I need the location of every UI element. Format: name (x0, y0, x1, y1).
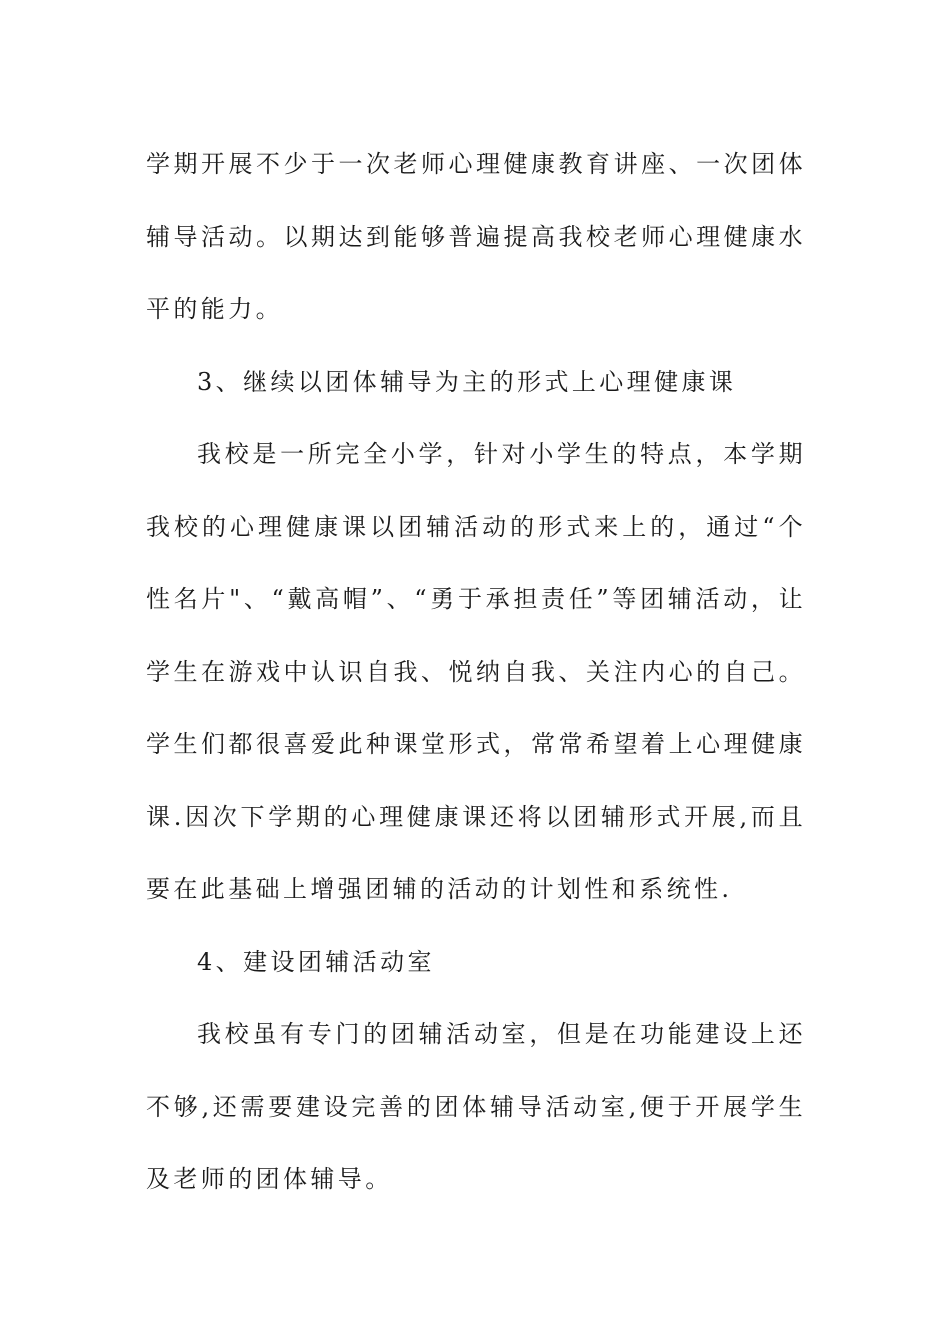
paragraph-section-3: 我校是一所完全小学，针对小学生的特点，本学期我校的心理健康课以团辅活动的形式来上的，通过“个性名片"、“戴高帽”、“勇于承担责任”等团辅活动，让学生在游戏中认识自我、悦纳自我、关注内心的自己。学生们都很喜爱此种课堂形式，常常希望着上心理健康课.因次下学期的心理健康课还将以团辅形式开展,而且要在此基础上增强团辅的活动的计划性和系统性. (146, 440, 806, 903)
body-text (146, 128, 806, 1216)
section-heading-4: 4、建设团辅活动室 (197, 947, 435, 976)
section-heading-3: 3、继续以团体辅导为主的形式上心理健康课 (197, 367, 737, 396)
paragraph-continuation: 学期开展不少于一次老师心理健康教育讲座、一次团体辅导活动。以期达到能够普遍提高我校老师心理健康水平的能力。 (146, 150, 806, 323)
paragraph-section-4: 我校虽有专门的团辅活动室，但是在功能建设上还不够,还需要建设完善的团体辅导活动室,便于开展学生及老师的团体辅导。 (146, 1020, 806, 1193)
